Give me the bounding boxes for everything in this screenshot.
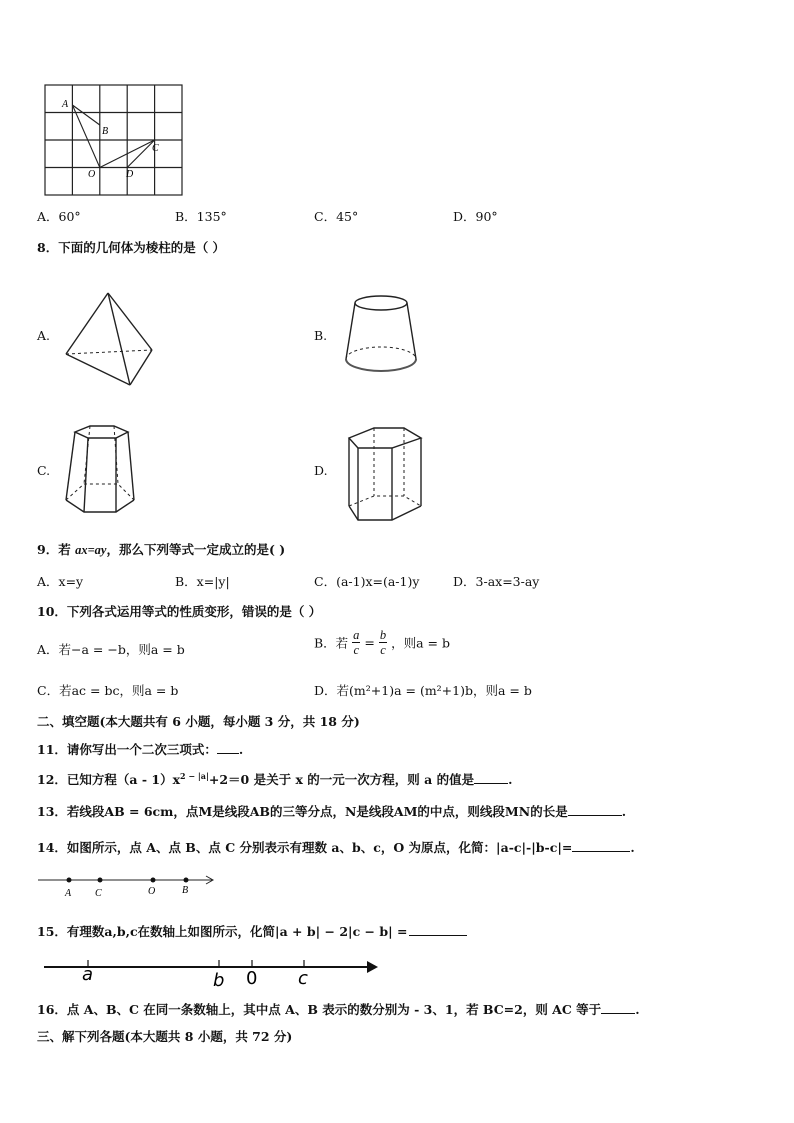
q9-stem-math: ax=ay [75,543,107,557]
q15-number-line [42,956,384,991]
tick-b-label: b [213,970,225,991]
q13-stem: 13．若线段AB = 6cm，点M是线段AB的三等分点，N是线段AM的中点，则线段MN的长是 [37,804,568,819]
q15-stem: 15．有理数a,b,c在数轴上如图所示，化简|a + b| − 2|c − b| = [37,924,408,939]
fraction-b-over-c [379,628,387,657]
q8-option-c-label: C. [37,463,51,478]
frac1-numerator: a [353,628,360,642]
fraction-a-over-c [352,628,360,657]
label-C: C [152,143,159,154]
q10-option-b-pre: B．若 [314,635,349,651]
label-A: A [62,99,69,110]
point-C-label: C [95,888,102,899]
q12-text [37,770,512,788]
q9-option-c: C．(a-1)x=(a-1)y [314,574,420,589]
tick-c-label: c [298,968,308,989]
q10-option-b-eq: = [364,635,375,650]
tick-a-label: a [82,964,94,985]
q8-stem: 8．下面的几何体为棱柱的是（ ） [37,240,226,255]
section-3-heading: 三、解下列各题(本大题共 8 小题，共 72 分) [37,1029,293,1044]
q16-text [37,1000,640,1018]
point-A-dot [67,878,72,883]
tick-0-label: 0 [246,968,258,989]
point-A-label: A [65,888,72,899]
q14-stem: 14．如图所示，点 A、点 B、点 C 分别表示有理数 a、b、c，O 为原点，化简：|a-c|-|b-c|= [37,840,573,855]
point-B-label: B [182,885,189,896]
q8-option-a-label: A. [37,328,51,343]
grid-angle-figure [40,80,190,198]
frac2-numerator: b [379,628,387,642]
q14-number-line [36,870,216,900]
frustum-cone-shape [343,293,419,377]
q11-period: . [238,742,244,757]
q15-answer-blank[interactable] [409,923,467,936]
q10-option-a: A．若−a = −b，则a = b [37,642,185,657]
label-O: O [88,169,96,180]
q10-option-b-post: ，则a = b [391,635,450,651]
label-D: D [126,169,134,180]
q11-answer-blank[interactable] [217,741,239,754]
q9-option-b: B．x=|y| [175,574,230,589]
q10-option-c: C．若ac = bc，则a = b [37,683,179,698]
q7-option-c: C．45° [314,209,359,224]
q15-text [37,922,467,940]
q7-option-b: B．135° [175,209,227,224]
q12-period: . [508,772,513,787]
q8-option-b-label: B. [314,328,328,343]
q9-option-a: A．x=y [37,574,84,589]
q12-pre: 12．已知方程（a - 1）x [37,772,181,787]
q11-text [37,740,243,758]
q16-stem: 16．点 A、B、C 在同一条数轴上，其中点 A、B 表示的数分别为 - 3、1，若 BC=2，则 AC 等于 [37,1002,602,1017]
q9-stem-post: ，那么下列等式一定成立的是( ) [106,542,286,557]
frac2-denominator: c [380,643,386,657]
q14-period: . [630,840,635,855]
point-O-label: O [148,886,156,897]
point-C-dot [98,878,103,883]
q12-post: +2＝0 是关于 x 的一元一次方程，则 a 的值是 [208,772,475,787]
q13-period: . [621,804,627,819]
q13-answer-blank[interactable] [568,803,622,816]
frac1-denominator: c [353,643,360,657]
q8-option-d-label: D. [314,463,328,478]
q11-stem: 11．请你写出一个二次三项式： [37,742,217,757]
q10-option-b [314,628,450,657]
hexagonal-prism-shape [344,424,426,522]
q13-text [37,802,626,820]
hexagonal-frustum-shape [62,424,138,520]
point-O-dot [151,878,156,883]
q7-option-d: D．90° [453,209,498,224]
q14-text [37,838,635,856]
q16-answer-blank[interactable] [601,1001,635,1014]
q9-option-d: D．3-ax=3-ay [453,574,540,589]
q12-exponent: 2 − |a| [180,770,209,781]
q10-option-d: D．若(m²+1)a = (m²+1)b，则a = b [314,683,532,698]
q12-answer-blank[interactable] [474,771,508,784]
q16-period: . [635,1002,640,1017]
q10-stem: 10．下列各式运用等式的性质变形，错误的是（ ） [37,604,322,619]
label-B: B [102,126,109,137]
q9-stem-pre: 9．若 [37,542,76,557]
q9-stem [37,540,285,558]
point-B-dot [184,878,189,883]
q7-option-a: A．60° [37,209,81,224]
section-2-heading: 二、填空题(本大题共有 6 小题，每小题 3 分，共 18 分) [37,714,360,729]
tetrahedron-shape [62,290,156,390]
q14-answer-blank[interactable] [572,839,630,852]
